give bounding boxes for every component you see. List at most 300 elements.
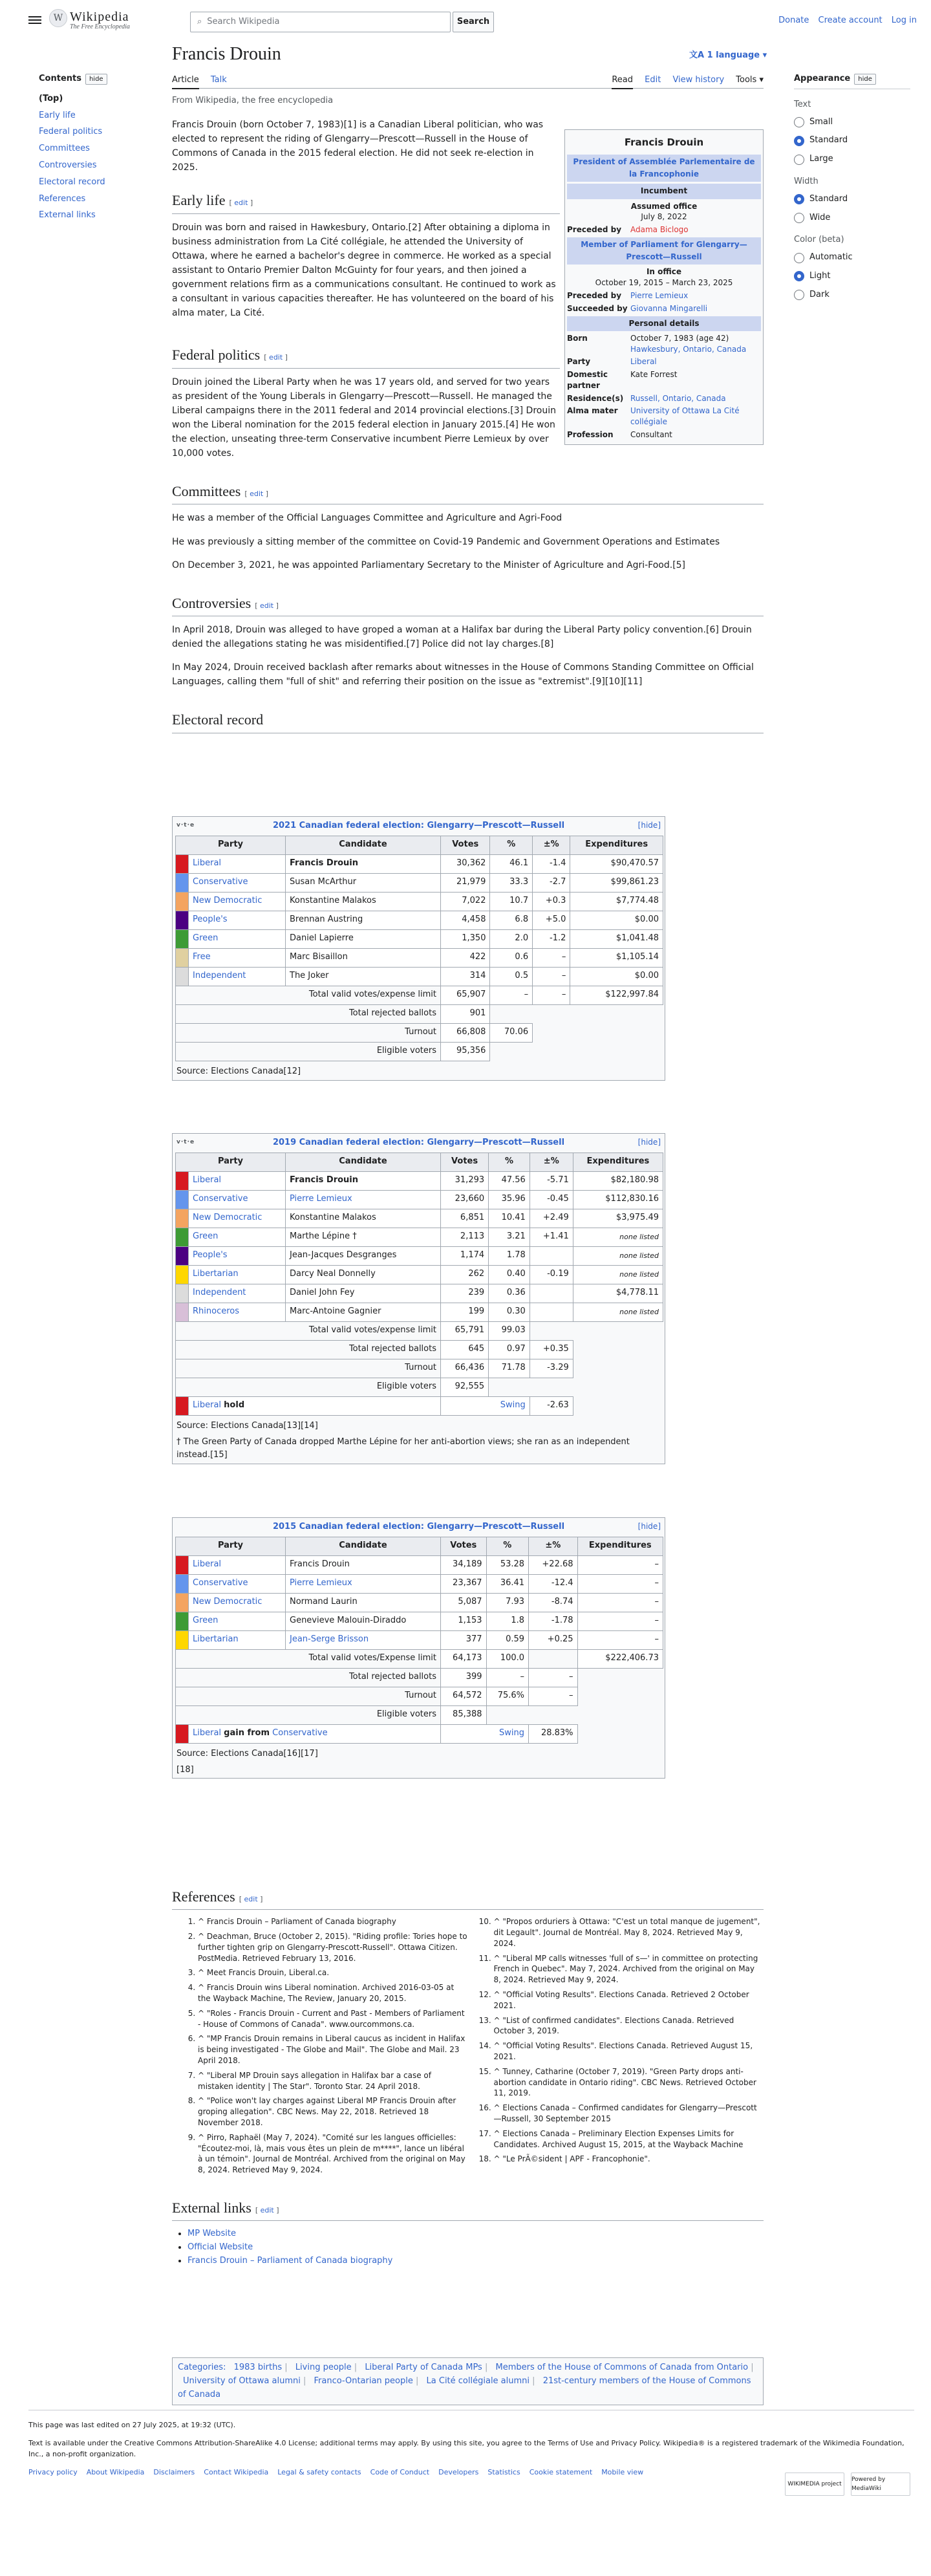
- heading-references: References: [172, 1889, 235, 1905]
- pct-cell: 53.28: [486, 1555, 529, 1574]
- party-cell[interactable]: New Democratic: [189, 1209, 286, 1228]
- column-header: Votes: [441, 1153, 489, 1171]
- votes-cell: 66,436: [441, 1359, 489, 1378]
- infobox-incumbent: Incumbent: [567, 184, 761, 199]
- votes-cell: 262: [441, 1265, 489, 1284]
- votes-cell: 4,458: [441, 911, 490, 929]
- infobox-born: October 7, 1983 (age 42): [630, 333, 729, 343]
- pct-cell: 0.59: [486, 1630, 529, 1649]
- party-color-swatch: [176, 911, 189, 929]
- tab-talk[interactable]: Talk: [210, 75, 227, 85]
- table-row: [176, 911, 663, 929]
- totals-label: Total valid votes/Expense limit: [176, 1649, 441, 1668]
- footer-link[interactable]: Mobile view: [601, 2467, 644, 2476]
- chg-cell: -3.29: [530, 1359, 573, 1378]
- totals-label: Total valid votes/expense limit: [176, 1321, 441, 1340]
- text-standard-radio[interactable]: Standard: [794, 134, 910, 147]
- infobox-label: Domestic partner: [567, 370, 608, 390]
- pct-cell: 70.06: [490, 1023, 533, 1042]
- party-cell[interactable]: Green: [189, 1228, 286, 1246]
- party-cell[interactable]: Liberal: [189, 854, 286, 873]
- column-header: Votes: [441, 836, 490, 854]
- chg-cell: -0.45: [530, 1190, 573, 1209]
- pct-cell: 47.56: [489, 1171, 530, 1190]
- vte-links[interactable]: v·t·e: [177, 1139, 195, 1145]
- toc-item[interactable]: References: [39, 193, 86, 204]
- table-row: [176, 929, 663, 948]
- infobox-born-place[interactable]: Hawkesbury, Ontario, Canada: [630, 344, 747, 354]
- chg-cell: [530, 1321, 573, 1340]
- infobox-label: Succeeded by: [567, 303, 628, 313]
- infobox-label: Born: [567, 333, 588, 343]
- site-name[interactable]: Wikipedia: [70, 10, 129, 24]
- votes-cell: 85,388: [441, 1705, 487, 1724]
- reference-item: 17. ^ Elections Canada – Preliminary Election Expenses Limits for Candidates. Archived August 15, 2015, at the Wayback Machine: [494, 2128, 764, 2150]
- party-cell[interactable]: Independent: [189, 967, 286, 986]
- votes-cell: 645: [441, 1340, 489, 1359]
- party-cell[interactable]: Libertarian: [189, 1630, 286, 1649]
- column-header: %: [489, 1153, 530, 1171]
- edit-link[interactable]: edit: [260, 601, 274, 610]
- table-row: [176, 1171, 663, 1190]
- page-title: Francis Drouin: [172, 44, 281, 64]
- color-dark-radio[interactable]: Dark: [794, 288, 910, 302]
- exp-cell: $0.00: [570, 967, 663, 986]
- category-link[interactable]: 1983 births: [233, 2363, 283, 2372]
- table-row: [176, 1228, 663, 1246]
- infobox-profession: Consultant: [630, 430, 672, 440]
- exp-cell: [570, 1042, 663, 1061]
- party-cell[interactable]: Independent: [189, 1284, 286, 1303]
- footer-link[interactable]: Disclaimers: [153, 2467, 195, 2476]
- external-link[interactable]: MP Website: [187, 2229, 237, 2239]
- tab-article[interactable]: Article: [172, 75, 199, 89]
- footer-link[interactable]: Legal & safety contacts: [277, 2467, 361, 2476]
- edit-link[interactable]: edit: [244, 1895, 258, 1903]
- table-of-contents: [39, 72, 155, 226]
- category-link[interactable]: Franco-Ontarian people: [314, 2376, 413, 2386]
- party-color-swatch: [176, 1555, 189, 1574]
- column-header: Expenditures: [573, 1153, 663, 1171]
- exp-cell: $1,041.48: [570, 929, 663, 948]
- party-cell[interactable]: Conservative: [189, 1574, 286, 1593]
- footer-link[interactable]: Contact Wikipedia: [204, 2467, 269, 2476]
- votes-cell: 1,350: [441, 929, 490, 948]
- pct-cell: 0.5: [490, 967, 533, 986]
- wikimedia-badge[interactable]: WIKIMEDIA project: [785, 2473, 844, 2496]
- table-row: [176, 967, 663, 986]
- infobox-residence[interactable]: Russell, Ontario, Canada: [630, 393, 726, 403]
- intro-paragraph: Francis Drouin (born October 7, 1983)[1] is a Canadian Liberal politician, who was elected to represent the riding of Glengarry—Prescott—Russell in the House of Commons of Canada in the 2015 federal election. He did not seek re-election in 2025.: [172, 120, 544, 173]
- column-header: Votes: [441, 1537, 487, 1555]
- pct-cell: 3.21: [489, 1228, 530, 1246]
- category-link[interactable]: 21st-century members of the House of Commons of Canada: [178, 2376, 751, 2399]
- party-cell[interactable]: People's: [189, 1246, 286, 1265]
- table-row: [176, 892, 663, 911]
- pct-cell: –: [490, 986, 533, 1004]
- candidate-cell[interactable]: Jean-Serge Brisson: [286, 1630, 441, 1649]
- totals-label: Eligible voters: [176, 1378, 441, 1396]
- translate-icon: 文A: [689, 50, 707, 60]
- infobox-term: October 19, 2015 – March 23, 2025: [595, 278, 733, 288]
- chg-cell: -0.19: [530, 1265, 573, 1284]
- infobox-role[interactable]: President of Assemblée Parlementaire de la Francophonie: [567, 155, 761, 182]
- exp-cell: [570, 1004, 663, 1023]
- search-input[interactable]: ⌕ Search Wikipedia: [190, 12, 451, 32]
- exp-cell: none listed: [573, 1246, 663, 1265]
- table-row: [176, 1630, 663, 1649]
- infobox-succeeded-link[interactable]: Giovanna Mingarelli: [630, 303, 708, 313]
- text-large-radio[interactable]: Large: [794, 153, 910, 166]
- column-header: ±%: [530, 1153, 573, 1171]
- toc-item[interactable]: External links: [39, 210, 96, 221]
- totals-row: [176, 1321, 663, 1340]
- table-row: [176, 1612, 663, 1630]
- hold-label: Liberal gain from Conservative: [189, 1724, 441, 1743]
- committees-paragraph: He was a member of the Official Languages Committee and Agriculture and Agri-Food: [172, 513, 562, 524]
- party-cell[interactable]: Liberal: [189, 1555, 286, 1574]
- party-color-swatch: [176, 1209, 189, 1228]
- reference-item: 10. ^ "Propos orduriers à Ottawa: "C'est un total manque de jugement", dit Legault". Journal de Montréal. May 8, 2024. Retrieved May 9, 2024.: [494, 1916, 764, 1949]
- infobox-personal: Personal details: [567, 316, 761, 331]
- pct-cell: 33.3: [490, 873, 533, 892]
- party-color-swatch: [176, 1593, 189, 1612]
- totals-row: [176, 1687, 663, 1705]
- reference-item: 4. ^ Francis Drouin wins Liberal nomination. Archived 2016-03-05 at the Wayback Machine, The Review, January 20, 2015.: [198, 1982, 468, 2004]
- exp-cell: $90,470.57: [570, 854, 663, 873]
- heading-committees: Committees: [172, 483, 241, 500]
- election-source: Source: Elections Canada[12]: [177, 1066, 301, 1076]
- chg-cell: [530, 1303, 573, 1321]
- search-button[interactable]: Search: [453, 12, 494, 32]
- chg-cell: [530, 1246, 573, 1265]
- controversies-paragraph: In April 2018, Drouin was alleged to have groped a woman at a Halifax bar during the Liberal Party policy convention.[6] Drouin denied the allegations stating he was misidentified.[7] Police did not lay charges.[8]: [172, 624, 752, 650]
- color-light-radio[interactable]: Light: [794, 270, 910, 283]
- election-table: [172, 1517, 665, 1779]
- party-color-swatch: [176, 1190, 189, 1209]
- exp-cell: [573, 1321, 663, 1340]
- mediawiki-badge[interactable]: Powered by MediaWiki: [851, 2473, 910, 2496]
- party-cell[interactable]: New Democratic: [189, 1593, 286, 1612]
- reference-item: 12. ^ "Official Voting Results". Elections Canada. Retrieved 2 October 2021.: [494, 1989, 764, 2011]
- footer-link[interactable]: Privacy policy: [28, 2467, 78, 2476]
- swing-value: 28.83%: [529, 1724, 577, 1743]
- chg-cell: -1.4: [533, 854, 570, 873]
- candidate-cell: Susan McArthur: [286, 873, 441, 892]
- party-cell[interactable]: Conservative: [189, 873, 286, 892]
- party-cell[interactable]: Free: [189, 948, 286, 967]
- infobox-mp[interactable]: Member of Parliament for Glengarry—Prescott—Russell: [567, 237, 761, 265]
- pct-cell: 36.41: [486, 1574, 529, 1593]
- category-link[interactable]: University of Ottawa alumni: [183, 2376, 301, 2386]
- table-row: [176, 1574, 663, 1593]
- color-automatic-radio[interactable]: Automatic: [794, 251, 910, 265]
- candidate-cell: Francis Drouin: [286, 1171, 441, 1190]
- party-color-swatch: [176, 1396, 189, 1415]
- references-section: References [ edit ] 1. ^ Francis Drouin – Parliament of Canada biography 2. ^ Deachman, Bruce (October 2, 2015). "Riding profile: Tories hope to further tighten grip on Glengarry-Prescott-Russell". Ottawa Citizen. PostMedia. Retrieved February 13, 2016. 3. ^ Meet Francis Drouin, Liberal.ca. 4. ^ Francis Drouin wins Liberal nomination. Archived 2016-03-05 at the Wayback Machine, The Review, January 20, 2015. 5. ^ "Roles - Francis Drouin - Current and Past - Members of Parliament - House of Commons of Canada". www.ourcommons.ca. 6. ^ "MP Francis Drouin remains in Liberal caucus as incident in Halifax is being investigated - The Globe and Mail". The Globe and Mail. 23 April 2018. 7. ^ "Liberal MP Drouin says allegation in Halifax bar a case of mistaken identity | The Star". Toronto Star. 24 April 2018. 8. ^ "Police won't lay charges against Liberal MP Francis Drouin after groping allegation". CBC News. May 22, 2018. Retrieved 18 November 2018. 9. ^ Pirro, Raphaël (May 7, 2024). "Comité sur les langues officielles: "Écoutez-moi, là, mais vous êtes un plein de m****", lance un libéral à un témoin". Journal de Montréal. Archived from the original on May 8, 2024. Retrieved May 9, 2024. 10. ^ "Propos orduriers à Ottawa: "C'est un total manque de jugement", dit Legault". Journal de Montréal. May 8, 2024. Retrieved May 9, 2024. 11. ^ "Liberal MP calls witnesses 'full of s—' in committee on protecting French in Quebec". May 7, 2024. Archived from the original on May 8, 2024. Retrieved May 9, 2024. 12. ^ "Official Voting Results". Elections Canada. Retrieved 2 October 2021. 13. ^ "List of confirmed candidates". Elections Canada. Retrieved October 3, 2019. 14. ^ "Official Voting Results". Elections Canada. Retrieved August 15, 2021. 15. ^ Tunney, Catharine (October 7, 2019). "Green Party drops anti-abortion candidate in Ontario riding". CBC News. Retrieved October 11, 2019. 16. ^ Elections Canada – Confirmed candidates for Glengarry—Prescott—Russell, 30 September 2015 17. ^ Elections Canada – Preliminary Election Expenses Limits for Candidates. Archived August 15, 2015, at the Wayback Machine 18. ^ "Le PrÃ©sident | APF - Francophonie". External links [ edit ] • MP Website • Official Website • Francis Drouin – Parliament of Canada biography: [172, 1885, 764, 2268]
- committees-paragraph: He was previously a sitting member of the committee on Covid-19 Pandemic and Government Operations and Estimates: [172, 536, 720, 547]
- tab-history[interactable]: View history: [672, 75, 725, 85]
- pct-cell: 0.30: [489, 1303, 530, 1321]
- party-cell[interactable]: Liberal: [189, 1171, 286, 1190]
- pct-cell: 99.03: [489, 1321, 530, 1340]
- party-color-swatch: [176, 892, 189, 911]
- language-button[interactable]: 文A 1 language ▾: [689, 50, 767, 60]
- exp-cell: none listed: [573, 1228, 663, 1246]
- party-cell[interactable]: Green: [189, 929, 286, 948]
- column-header: Candidate: [286, 1537, 441, 1555]
- toc-hide-button[interactable]: hide: [85, 74, 107, 85]
- party-color-swatch: [176, 1284, 189, 1303]
- chg-cell: –: [533, 967, 570, 986]
- column-header: Party: [176, 1153, 286, 1171]
- reference-item: 7. ^ "Liberal MP Drouin says allegation in Halifax bar a case of mistaken identity | The Star". Toronto Star. 24 April 2018.: [198, 2070, 468, 2092]
- exp-cell: –: [577, 1593, 663, 1612]
- votes-cell: 377: [441, 1630, 487, 1649]
- votes-cell: 6,851: [441, 1209, 489, 1228]
- text-small-radio[interactable]: Small: [794, 116, 910, 129]
- wikipedia-logo-icon[interactable]: W: [49, 9, 67, 27]
- edit-link[interactable]: edit: [234, 199, 248, 208]
- search-icon: ⌕: [197, 16, 202, 27]
- totals-label: Eligible voters: [176, 1705, 441, 1724]
- exp-cell: [573, 1378, 663, 1396]
- totals-row: [176, 1042, 663, 1061]
- election-caption[interactable]: 2019 Canadian federal election: Glengarry—Prescott—Russell v·t·e [hide]: [173, 1134, 665, 1153]
- party-color-swatch: [176, 873, 189, 892]
- chg-cell: –: [533, 986, 570, 1004]
- footer-link[interactable]: Statistics: [487, 2467, 520, 2476]
- toc-item[interactable]: Early life: [39, 110, 76, 120]
- chg-cell: +0.25: [529, 1630, 577, 1649]
- chg-cell: -12.4: [529, 1574, 577, 1593]
- toc-item[interactable]: Committees: [39, 144, 90, 154]
- reference-item: 18. ^ "Le PrÃ©sident | APF - Francophonie".: [494, 2154, 764, 2165]
- pct-cell: 100.0: [486, 1649, 529, 1668]
- pct-cell: 0.40: [489, 1265, 530, 1284]
- election-caption[interactable]: 2015 Canadian federal election: Glengarry—Prescott—Russell [hide]: [173, 1518, 665, 1537]
- candidate-cell[interactable]: Pierre Lemieux: [286, 1574, 441, 1593]
- toc-item[interactable]: Controversies: [39, 160, 97, 170]
- committees-paragraph: On December 3, 2021, he was appointed Parliamentary Secretary to the Minister of Agriculture and Agri-Food.[5]: [172, 559, 686, 570]
- external-link[interactable]: Official Website: [187, 2242, 253, 2252]
- column-header: Candidate: [286, 836, 441, 854]
- column-header: Party: [176, 836, 286, 854]
- totals-row: [176, 1340, 663, 1359]
- candidate-cell: Genevieve Malouin-Diraddo: [286, 1612, 441, 1630]
- category-link[interactable]: Liberal Party of Canada MPs: [365, 2363, 482, 2372]
- category-link[interactable]: Living people: [295, 2363, 352, 2372]
- votes-cell: 422: [441, 948, 490, 967]
- chg-cell: -8.74: [529, 1593, 577, 1612]
- pct-cell: 75.6%: [486, 1687, 529, 1705]
- party-cell[interactable]: Rhinoceros: [189, 1303, 286, 1321]
- reference-item: 8. ^ "Police won't lay charges against Liberal MP Francis Drouin after groping allegation". CBC News. May 22, 2018. Retrieved 18 November 2018.: [198, 2095, 468, 2128]
- party-cell[interactable]: Libertarian: [189, 1265, 286, 1284]
- footer-link[interactable]: Developers: [438, 2467, 479, 2476]
- heading-early-life: Early life: [172, 192, 226, 209]
- exp-cell: $122,997.84: [570, 986, 663, 1004]
- pct-cell: 1.8: [486, 1612, 529, 1630]
- candidate-cell: Daniel Lapierre: [286, 929, 441, 948]
- footer-link[interactable]: About Wikipedia: [86, 2467, 145, 2476]
- width-label: Width: [794, 176, 819, 186]
- last-edited: This page was last edited on 27 July 2025, at 19:32 (UTC).: [28, 2421, 236, 2429]
- table-row: [176, 873, 663, 892]
- totals-label: Total rejected ballots: [176, 1668, 441, 1687]
- appearance-panel: Appearance hide Text Small Standard Large Width Standard Wide Color (beta) Automatic Light Dark: [794, 72, 910, 307]
- exp-cell: $222,406.73: [577, 1649, 663, 1668]
- chg-cell: [533, 1004, 570, 1023]
- heading-controversies: Controversies: [172, 594, 251, 611]
- controversies-paragraph: In May 2024, Drouin received backlash after remarks about witnesses in the House of Commons Standing Committee on Official Languages, calling them "full of shit" and referring their position on the issue as "extremist".[9][10][11]: [172, 662, 754, 687]
- column-header: Expenditures: [577, 1537, 663, 1555]
- infobox-partner: Kate Forrest: [630, 370, 678, 380]
- toc-title: Contents: [39, 74, 81, 83]
- swing-label[interactable]: Swing: [441, 1396, 530, 1415]
- appearance-hide-button[interactable]: hide: [854, 74, 876, 85]
- federal-paragraph: Drouin joined the Liberal Party when he was 17 years old, and served for two years as president of the Young Liberals in Glengarry—Prescott—Russell. He managed the Liberal campaigns there in the 2011 federal and 2014 provincial elections.[3] Drouin won the Liberal nomination for the 2015 federal election in January 2015.[4] He won the election, unseating three-term Conservative incumbent Pierre Lemieux by over 10,000 votes.: [172, 376, 556, 459]
- totals-row: [176, 986, 663, 1004]
- exp-cell: –: [577, 1555, 663, 1574]
- party-color-swatch: [176, 1303, 189, 1321]
- pct-cell: 71.78: [489, 1359, 530, 1378]
- election-caption[interactable]: 2021 Canadian federal election: Glengarry—Prescott—Russell v·t·e [hide]: [173, 817, 665, 836]
- infobox-preceded-link[interactable]: Adama Biclogo: [630, 225, 689, 235]
- table-row: [176, 1246, 663, 1265]
- party-cell[interactable]: Conservative: [189, 1190, 286, 1209]
- totals-row: [176, 1004, 663, 1023]
- column-header: ±%: [533, 836, 570, 854]
- votes-cell: 66,808: [441, 1023, 490, 1042]
- width-standard-radio[interactable]: Standard: [794, 193, 910, 206]
- votes-cell: 31,293: [441, 1171, 489, 1190]
- heading-external-links: External links: [172, 2199, 251, 2216]
- width-wide-radio[interactable]: Wide: [794, 211, 910, 225]
- reference-item: 6. ^ "MP Francis Drouin remains in Liberal caucus as incident in Halifax is being investigated - The Globe and Mail". The Globe and Mail. 23 April 2018.: [198, 2033, 468, 2066]
- infobox-label: Preceded by: [567, 225, 622, 235]
- toc-item[interactable]: Electoral record: [39, 177, 105, 187]
- party-color-swatch: [176, 967, 189, 986]
- party-cell[interactable]: Green: [189, 1612, 286, 1630]
- infobox-label: Alma mater: [567, 406, 618, 416]
- category-link[interactable]: Members of the House of Commons of Canada from Ontario: [495, 2363, 749, 2372]
- party-cell[interactable]: People's: [189, 911, 286, 929]
- column-header: Party: [176, 1537, 286, 1555]
- totals-row: [176, 1378, 663, 1396]
- chg-cell: [529, 1649, 577, 1668]
- pct-cell: 0.36: [489, 1284, 530, 1303]
- pct-cell: 6.8: [490, 911, 533, 929]
- infobox-party[interactable]: Liberal: [630, 357, 657, 367]
- hide-button[interactable]: [hide]: [637, 1138, 661, 1147]
- edit-link[interactable]: edit: [250, 490, 264, 499]
- pct-cell: –: [486, 1668, 529, 1687]
- edit-link[interactable]: edit: [260, 2205, 274, 2214]
- exp-cell: [573, 1340, 663, 1359]
- heading-federal-politics: Federal politics: [172, 347, 261, 363]
- column-header: %: [490, 836, 533, 854]
- exp-cell: $7,774.48: [570, 892, 663, 911]
- article-body: Francis Drouin (born October 7, 1983)[1] is a Canadian Liberal politician, who was elected to represent the riding of Glengarry—Prescott—Russell in the House of Commons of Canada in the 2015 federal election. He did not seek re-election in 2025. Early life [ edit ] Drouin was born and raised in Hawkesbury, Ontario.[2] After obtaining a diploma in business administration from La Cité collégiale, he attended the University of Ottawa, where he earned a bachelor's degree in commerce. He worked as a special assistant to Ontario Premier Dalton McGuinty for four years, and then joined a government relations firm as a communications consultant. He continued to work as a consultant in various capacities thereafter. He has volunteered on the board of his alma mater, La Cité. Federal politics [ edit ] Drouin joined the Liberal Party when he was 17 years old, and served for two years as president of the Young Liberals in Glengarry—Prescott—Russell. He managed the Liberal campaigns there in the 2011 federal and 2014 provincial elections.[3] Drouin won the Liberal nomination for the 2015 federal election in January 2015.[4] He won the election, unseating three-term Conservative incumbent Pierre Lemieux by over 10,000 votes. Committees [ edit ] He was a member of the Official Languages Committee and Agriculture and Agri-Food He was previously a sitting member of the committee on Covid-19 Pandemic and Government Operations and Estimates On December 3, 2021, he was appointed Parliamentary Secretary to the Minister of Agriculture and Agri-Food.[5] Controversies [ edit ] In April 2018, Drouin was alleged to have groped a woman at a Halifax bar during the Liberal Party policy convention.[6] Drouin denied the allegations stating he was misidentified.[7] Police did not lay charges.[8] In May 2024, Drouin received backlash after remarks about witnesses in the House of Commons Standing Committee on Official Languages, calling them "full of shit" and referring their position on the issue as "extremist".[9][10][11] Electoral record: [172, 118, 560, 740]
- swing-label[interactable]: Swing: [441, 1724, 529, 1743]
- candidate-cell: Konstantine Malakos: [286, 892, 441, 911]
- edit-link[interactable]: edit: [269, 353, 283, 362]
- candidate-cell: Darcy Neal Donnelly: [286, 1265, 441, 1284]
- party-color-swatch: [176, 1228, 189, 1246]
- candidate-cell: Jean-Jacques Desgranges: [286, 1246, 441, 1265]
- column-header: Candidate: [286, 1153, 441, 1171]
- license-text: Text is available under the Creative Commons Attribution-ShareAlike 4.0 License; additional terms may apply. By using this site, you agree to the Terms of Use and Privacy Policy. Wikipedia® is a registered trademark of the Wikimedia Foundation, Inc., a non-profit organization.: [28, 2438, 904, 2459]
- category-link[interactable]: La Cité collégiale alumni: [426, 2376, 530, 2386]
- party-color-swatch: [176, 929, 189, 948]
- infobox-preceded-link[interactable]: Pierre Lemieux: [630, 290, 689, 300]
- footer-link[interactable]: Cookie statement: [529, 2467, 593, 2476]
- reference-item: 3. ^ Meet Francis Drouin, Liberal.ca.: [198, 1967, 468, 1978]
- votes-cell: 5,087: [441, 1593, 487, 1612]
- create-account-link[interactable]: Create account: [818, 16, 883, 25]
- empty: [577, 1724, 663, 1743]
- infobox-assumed: Assumed office: [630, 201, 698, 211]
- login-link[interactable]: Log in: [891, 16, 917, 25]
- party-color-swatch: [176, 1265, 189, 1284]
- pct-cell: 10.7: [490, 892, 533, 911]
- pct-cell: 0.97: [489, 1340, 530, 1359]
- pct-cell: 46.1: [490, 854, 533, 873]
- votes-cell: 1,153: [441, 1612, 487, 1630]
- categories-label[interactable]: Categories:: [178, 2363, 226, 2372]
- tab-read[interactable]: Read: [612, 75, 633, 89]
- votes-cell: 901: [441, 1004, 490, 1023]
- party-color-swatch: [176, 854, 189, 873]
- party-cell[interactable]: New Democratic: [189, 892, 286, 911]
- totals-label: Eligible voters: [176, 1042, 441, 1061]
- hide-button[interactable]: [hide]: [637, 821, 661, 830]
- footer-link[interactable]: Code of Conduct: [370, 2467, 430, 2476]
- external-link[interactable]: Francis Drouin – Parliament of Canada biography: [187, 2255, 393, 2266]
- tools-menu[interactable]: Tools ▾: [736, 75, 764, 85]
- election-source: Source: Elections Canada[16][17]: [177, 1748, 318, 1759]
- chg-cell: +22.68: [529, 1555, 577, 1574]
- page-subtitle: From Wikipedia, the free encyclopedia: [172, 96, 334, 105]
- donate-link[interactable]: Donate: [778, 16, 809, 25]
- totals-label: Total rejected ballots: [176, 1340, 441, 1359]
- exp-cell: $4,778.11: [573, 1284, 663, 1303]
- main-menu-icon[interactable]: [28, 14, 41, 26]
- exp-cell: $82,180.98: [573, 1171, 663, 1190]
- votes-cell: 64,572: [441, 1687, 487, 1705]
- results-table: [175, 1153, 663, 1416]
- vte-links[interactable]: v·t·e: [177, 822, 195, 828]
- votes-cell: 34,189: [441, 1555, 487, 1574]
- toc-item[interactable]: Federal politics: [39, 127, 103, 137]
- infobox-alma[interactable]: University of Ottawa La Cité collégiale: [630, 406, 740, 427]
- election-table: [172, 816, 665, 1081]
- toc-item[interactable]: (Top): [39, 93, 63, 103]
- chg-cell: +0.35: [530, 1340, 573, 1359]
- early-life-paragraph: Drouin was born and raised in Hawkesbury, Ontario.[2] After obtaining a diploma in business administration from La Cité collégiale, he attended the University of Ottawa, where he earned a bachelor's degree in commerce. He worked as a special assistant to Ontario Premier Dalton McGuinty for four years, and then joined a government relations firm as a communications consultant. He continued to work as a consultant in various capacities thereafter. He has volunteered on the board of his alma mater, La Cité.: [172, 222, 556, 319]
- tab-edit[interactable]: Edit: [645, 75, 661, 85]
- totals-label: Total valid votes/expense limit: [176, 986, 441, 1004]
- party-color-swatch: [176, 1171, 189, 1190]
- site-tagline: The Free Encyclopedia: [70, 23, 130, 30]
- pct-cell: 7.93: [486, 1593, 529, 1612]
- hide-button[interactable]: [hide]: [637, 1522, 661, 1531]
- party-color-swatch: [176, 1724, 189, 1743]
- pct-cell: [489, 1378, 530, 1396]
- candidate-cell: Normand Laurin: [286, 1593, 441, 1612]
- candidate-cell[interactable]: Pierre Lemieux: [286, 1190, 441, 1209]
